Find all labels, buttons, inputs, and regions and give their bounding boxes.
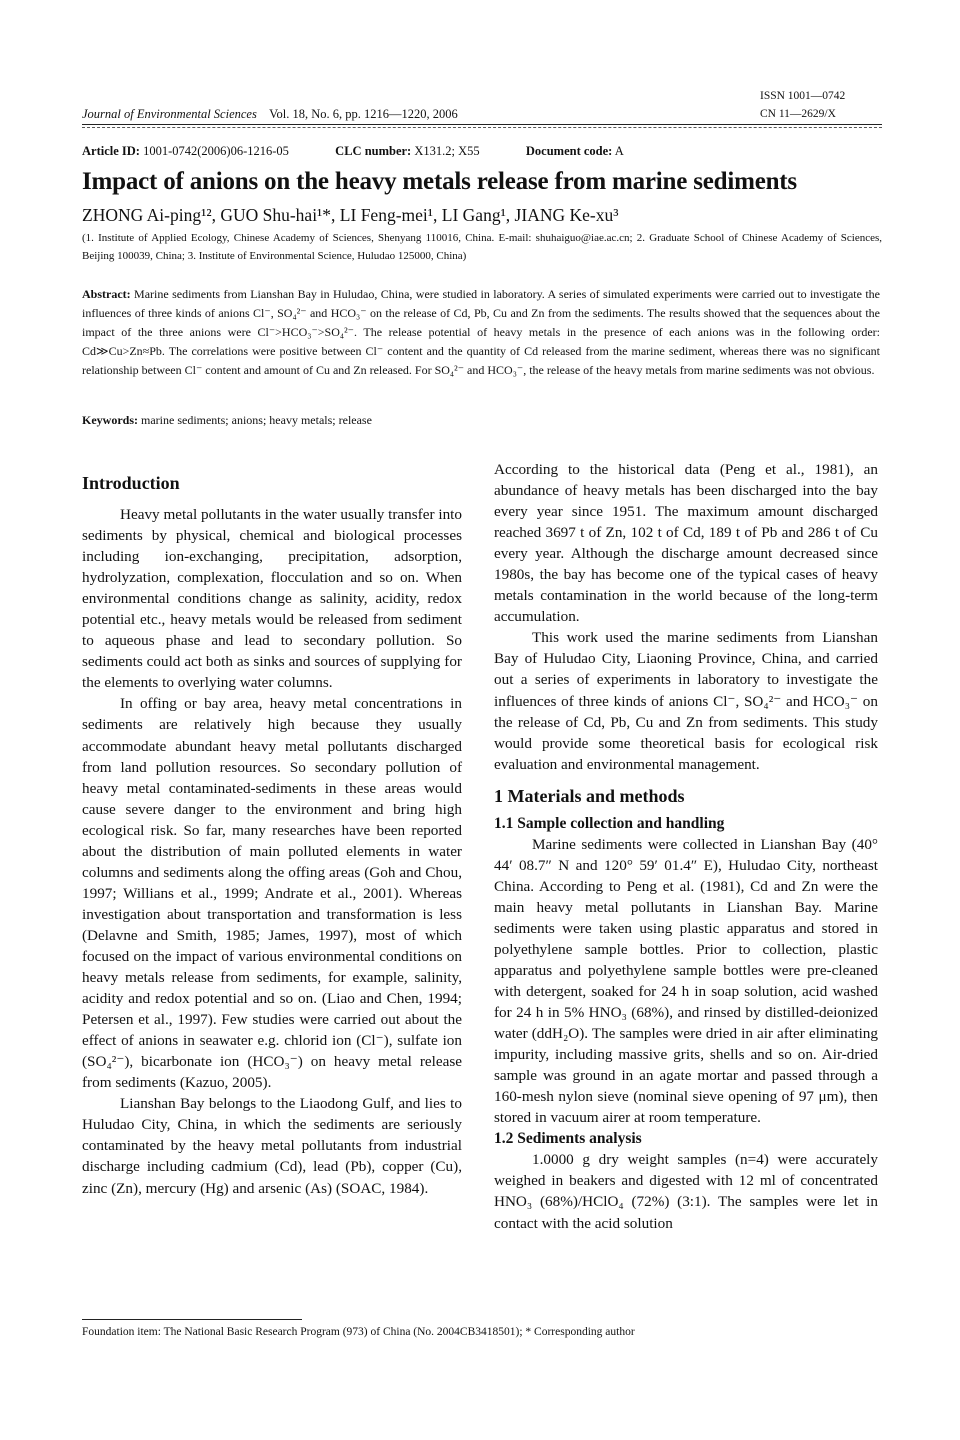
footnote-rule bbox=[82, 1319, 302, 1320]
journal-name: Journal of Environmental Sciences bbox=[82, 107, 257, 121]
intro-paragraph-5: This work used the marine sediments from Lianshan Bay of Huludao City, Liaoning Province, China, and carried out a series of experiments in laboratory to investigate the influences of three kinds of anions Cl⁻, SO₄²⁻ and HCO₃⁻ on the release of Cd, Pb, Cu and Zn from sediments. This study would provide some theoretical basis for ecological risk evaluation and environmental management. bbox=[494, 629, 878, 773]
right-column bbox=[494, 459, 878, 1234]
methods-paragraph-1: Marine sediments were collected in Lianshan Bay (40° 44′ 08.7″ N and 120° 59′ 01.4″ E), Huludao City, northeast China. According to Peng et al. (1981), Cd and Zn were the main heavy metal pollutants in Lianshan Bay. Marine sediments were taken using plastic apparatus and stored in polyethylene sample bottles. Prior to collection, plastic apparatus and polyethylene sample bottles were pre-cleaned with detergent, soaked for 24 h in soap solution, acid washed for 24 h in 5% HNO₃ (68%), and rinsed by distilled-deionized water (ddH₂O). The samples were dried in air after eliminating impurity, including massive grits, shells and so on. Air-dried sample was ground in an agate mortar and passed through a 160-mesh nylon sieve (nominal sieve opening of 97 μm), then stored in vacuum airer at room temperature. bbox=[494, 835, 878, 1127]
cn-number: CN 11—2629/X bbox=[760, 108, 836, 120]
keywords-label: Keywords: bbox=[82, 413, 138, 427]
clc-label: CLC number: bbox=[335, 144, 412, 158]
intro-paragraph-2: In offing or bay area, heavy metal concentrations in sediments are relatively high because they usually accommodate abundant heavy metal pollutants discharged from land pollution resources. So secondary pollution of heavy metal contaminated-sediments in these areas would cause severe danger to the environment and bring high ecological risk. So far, many researches have been reported about the distribution of main polluted elements in water columns and sediments along the offing areas (Goh and Chou, 1997; Willians et al., 1999; Andrate et al., 2001). Whereas investigation about transportation and transformation is less (Delavne and Smith, 1985; James, 1997), most of which focused on the impact of various environmental conditions on heavy metals release from sediments, for example, salinity, acidity and redox potential and so on. (Liao and Chen, 1994; Petersen et al., 1997). Few studies were carried out about the effect of anions in seawater e.g. chlorid ion (Cl⁻), sulfate ion (SO₄²⁻), bicarbonate ion (HCO₃⁻) on heavy metal release from sediments (Kazuo, 2005). bbox=[82, 695, 462, 1092]
abstract bbox=[82, 285, 880, 380]
intro-paragraph-4: According to the historical data (Peng et al., 1981), an abundance of heavy metals has been discharged into the bay every year since 1951. The maximum amount discharged reached 3697 t of Zn, 102 t of Cd, 189 t of Pb and 286 t of Cu every year. Although the discharge amount decreased since 1980s, the bay has become one of the typical cases of heavy metals contamination in the world because of the long-term accumulation. bbox=[494, 461, 878, 626]
sample-collection-heading: 1.1 Sample collection and handling bbox=[494, 814, 725, 832]
journal-volume: Vol. 18, No. 6, pp. 1216—1220, 2006 bbox=[269, 107, 458, 121]
left-column bbox=[82, 470, 462, 1199]
introduction-heading: Introduction bbox=[82, 473, 180, 493]
intro-paragraph-3: Lianshan Bay belongs to the Liaodong Gulf, and lies to Huludao City, China, in which the sediments are seriously contaminated by the heavy metal pollutants from industrial discharge including cadmium (Cd), lead (Pb), copper (Cu), zinc (Zn), mercury (Hg) and arsenic (As) (SOAC, 1984). bbox=[82, 1095, 462, 1197]
issn: ISSN 1001—0742 bbox=[760, 90, 846, 102]
article-id: 1001-0742(2006)06-1216-05 bbox=[143, 144, 289, 158]
header-rule bbox=[82, 124, 882, 125]
methods-paragraph-2: 1.0000 g dry weight samples (n=4) were accurately weighed in beakers and digested with 12 ml of concentrated HNO₃ (68%)/HClO₄ (72%) (3:1). The samples were let in contact with the acid solution bbox=[494, 1151, 878, 1232]
sediments-analysis-heading: 1.2 Sediments analysis bbox=[494, 1130, 642, 1148]
affiliations: (1. Institute of Applied Ecology, Chinese Academy of Sciences, Shenyang 110016, China. E-mail: shuhaiguo@iae.ac.cn; 2. Graduate School of Chinese Academy of Sciences, Beijing 100039, China; 3. Institute of Environmental Science, Huludao 125000, China) bbox=[82, 232, 882, 262]
keywords-text: marine sediments; anions; heavy metals; release bbox=[141, 413, 372, 427]
footnote: Foundation item: The National Basic Research Program (973) of China (No. 2004CB3418501); * Corresponding author bbox=[82, 1326, 635, 1338]
paper-title: Impact of anions on the heavy metals release from marine sediments bbox=[82, 168, 797, 195]
abstract-text: Marine sediments from Lianshan Bay in Huludao, China, were studied in laboratory. A series of simulated experiments were carried out to investigate the influences of three kinds of anions Cl⁻, SO₄²⁻ and HCO₃⁻ on the release of Cd, Pb, Cu and Zn from the sediments. The results showed that the sequences about the impact of the three anions were Cl⁻>HCO₃⁻>SO₄²⁻. The release potential of heavy metals in the presence of each anions was in the following order: Cd≫Cu>Zn≈Pb. The correlations were positive between Cl⁻ content and the quantity of Cd released from the marine sediment, whereas there was no significant relationship between Cl⁻ content and amount of Cu and Zn released. For SO₄²⁻ and HCO₃⁻, the release of the heavy metals from marine sediments was not obvious. bbox=[82, 287, 880, 377]
doc-code: A bbox=[614, 144, 624, 158]
article-meta bbox=[82, 144, 624, 159]
authors: ZHONG Ai-ping¹², GUO Shu-hai¹*, LI Feng-mei¹, LI Gang¹, JIANG Ke-xu³ bbox=[82, 205, 619, 225]
clc-number: X131.2; X55 bbox=[414, 144, 480, 158]
keywords bbox=[82, 413, 880, 428]
doc-code-label: Document code: bbox=[525, 144, 613, 158]
journal-header bbox=[82, 107, 458, 122]
article-id-label: Article ID: bbox=[82, 144, 140, 158]
methods-heading: 1 Materials and methods bbox=[494, 785, 685, 806]
header-rule-dashed bbox=[82, 127, 882, 128]
abstract-label: Abstract: bbox=[82, 287, 131, 301]
intro-paragraph-1: Heavy metal pollutants in the water usually transfer into sediments by physical, chemical and biological processes including ion-exchanging, precipitation, adsorption, hydrolyzation, complexation, flocculation and so on. When environmental conditions change as salinity, acidity, redox potential etc., heavy metals would be released from sediment to aqueous phase and lead to secondary pollution. So sediments could act both as sinks and sources of supplying for the elements to overlying water columns. bbox=[82, 506, 462, 692]
